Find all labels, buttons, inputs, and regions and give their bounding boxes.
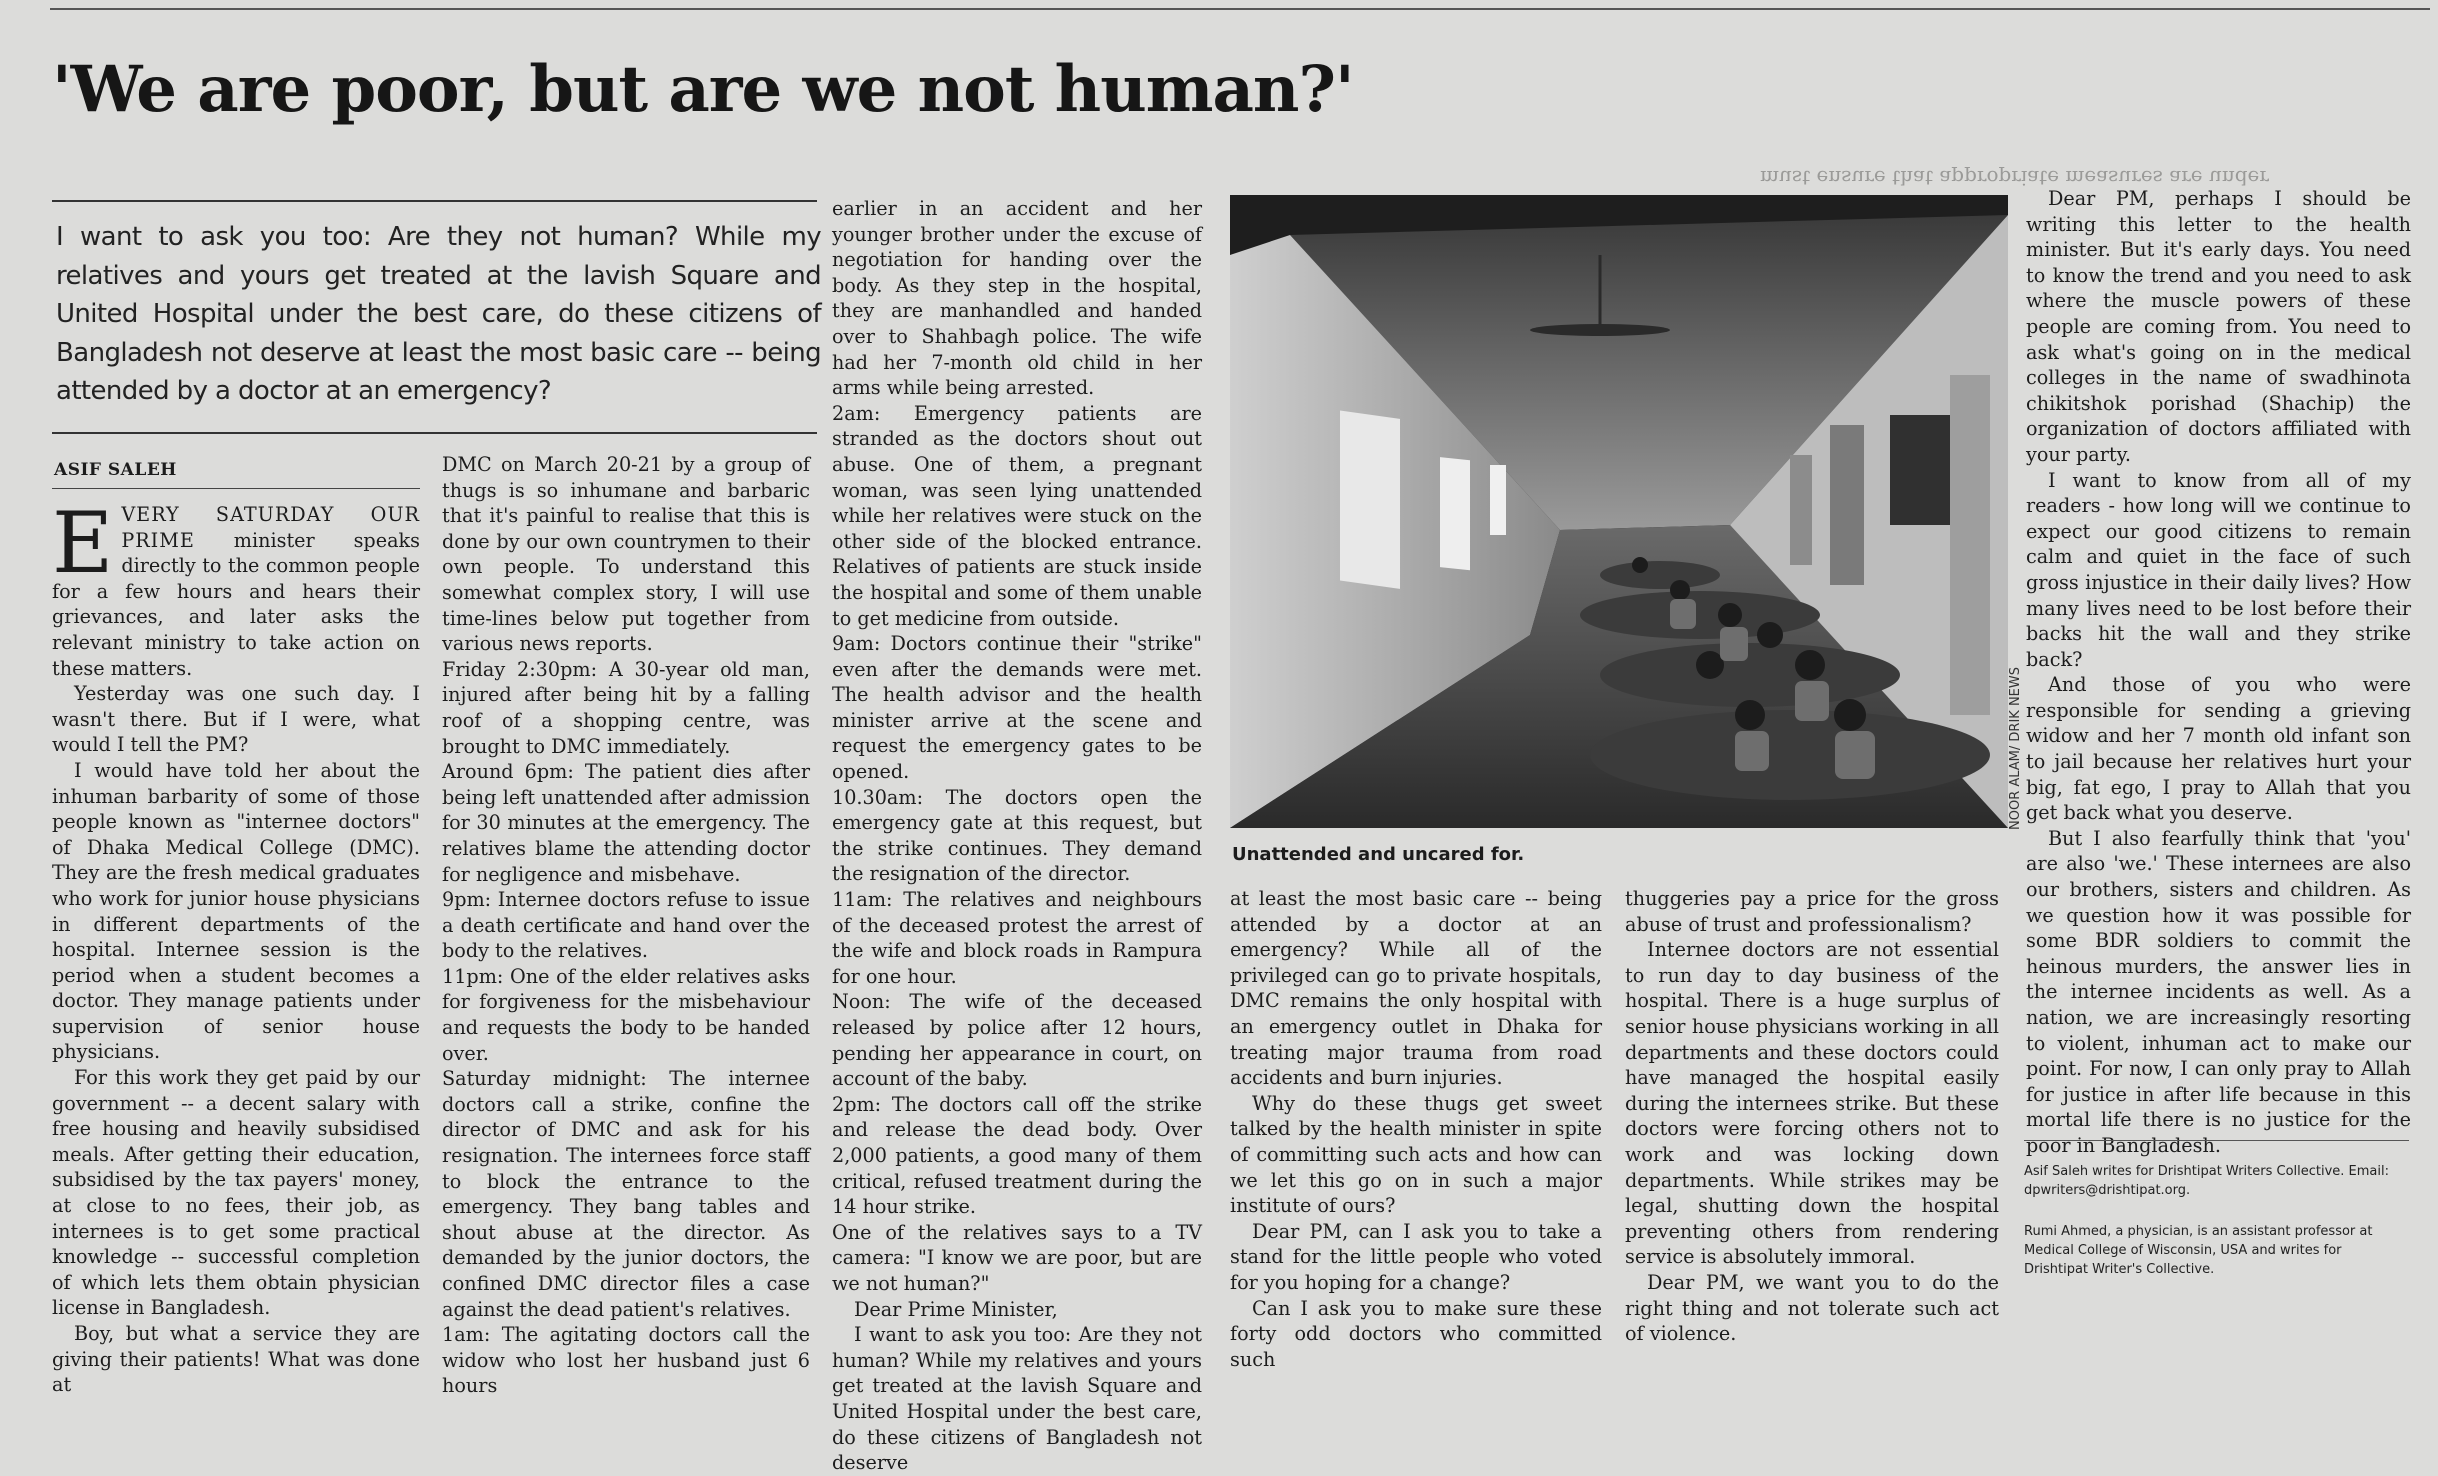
timeline-entry: 11am: The relatives and neighbours of the deceased protest the arrest of the wife and block roads in Rampura for one hour. (832, 888, 1202, 988)
paragraph: Can I ask you to make sure these forty odd doctors who committed such (1230, 1296, 1602, 1371)
timeline-entry: Friday 2:30pm: A 30-year old man, injured after being hit by a falling roof of a shopping centre, was brought to DMC immediately. (442, 657, 810, 758)
photo-caption: Unattended and uncared for. (1232, 844, 1525, 865)
timeline-entry: 11pm: One of the elder relatives asks for forgiveness for the misbehaviour and requests the body to be handed over. (442, 964, 810, 1065)
paragraph: Dear PM, can I ask you to take a stand for the little people who voted for you hoping for a change? (1230, 1219, 1602, 1294)
drop-cap: E (52, 494, 114, 592)
paragraph: I would have told her about the inhuman barbarity of some of those people known as "internee doctors" of Dhaka Medical College (DMC). They are the fresh medical graduates who work for junior house physicians in different departments of the hospital. Internee session is the period when a student becomes a doctor. They manage patients under supervision of senior house physicians. (52, 758, 420, 1064)
author-note: Asif Saleh writes for Drishtipat Writers Collective. Email: dpwriters@drishtipat.org. (2024, 1164, 2390, 1198)
timeline-entry: 10.30am: The doctors open the emergency gate at this request, but the strike continues. They demand the resignation of the director. (832, 785, 1202, 886)
quote-paragraph: One of the relatives says to a TV camera: "I know we are poor, but are we not human?" (832, 1220, 1202, 1295)
paragraph: Dear PM, perhaps I should be writing this letter to the health minister. But it's early days. You need to know the trend and you need to ask where the muscle powers of these people are coming from. You need to ask what's going on in the medical colleges in the name of swadhinota chikitshok porishad (Shachip) the organization of doctors affiliated with your party. (2026, 187, 2411, 466)
paragraph: Boy, but what a service they are giving their patients! What was done at (52, 1322, 420, 1397)
paragraph: at least the most basic care -- being attended by a doctor at an emergency? While all of the privileged can go to private hospitals, DMC remains the only hospital with an emergency outlet in Dhaka for treating major trauma from road accidents and burn injuries. (1230, 887, 1602, 1090)
paragraph: I want to know from all of my readers - how long will we continue to expect our good citizens to remain calm and quiet in the face of such gross injustice in their daily lives? How many lives need to be lost before their backs hit the wall and they strike back? (2026, 468, 2411, 671)
footnote-rule (2024, 1140, 2409, 1141)
paragraph: Internee doctors are not essential to run day to day business of the hospital. There is a huge surplus of senior house physicians working in all departments and these doctors could have managed the hospital easily during the internees strike. But these doctors were forcing others not to work and was locking down departments. While strikes may be legal, shutting down the hospital preventing others from rendering service is absolutely immoral. (1625, 938, 1999, 1269)
timeline-entry: 9am: Doctors continue their "strike" even after the demands were met. The health advisor and the health minister arrive at the scene and request the emergency gates to be opened. (832, 632, 1202, 784)
salutation: Dear Prime Minister, (854, 1297, 1058, 1321)
article-column-6 (2026, 186, 2411, 1159)
lead-text: minister speaks directly to the common people for a few hours and hears their grievances, and later asks the relevant ministry to take action on these matters. (52, 528, 420, 680)
paragraph: thuggeries pay a price for the gross abuse of trust and professionalism? (1625, 887, 1999, 936)
lead-paragraph (52, 494, 420, 681)
timeline-entry: Noon: The wife of the deceased released by police after 12 hours, pending her appearance in court, on account of the baby. (832, 990, 1202, 1091)
paragraph: But I also fearfully think that 'you' are also 'we.' These internees are also our brothers, sisters and children. As we question how it was possible for some BDR soldiers to commit the heinous murders, the answer lies in the internee incidents as well. As a nation, we are increasingly resorting to violent, inhuman act to make our point. For now, I can only pray to Allah for justice in after life because in this mortal life there is no justice for the poor in Bangladesh. (2026, 826, 2411, 1157)
deck-rule-bottom (52, 432, 817, 434)
byline: ASIF SALEH (54, 460, 177, 480)
timeline-entry: 9pm: Internee doctors refuse to issue a death certificate and hand over the body to the relatives. (442, 888, 810, 963)
paragraph: earlier in an accident and her younger brother under the excuse of negotiation for handing over the body. As they step in the hospital, they are manhandled and handed over to Shahbagh police. The wife had her 7-month old child in her arms while being arrested. (832, 197, 1202, 400)
article-column-5 (1625, 886, 1999, 1347)
photo-credit: NOOR ALAM/ DRIK NEWS (2008, 667, 2023, 830)
paragraph: Yesterday was one such day. I wasn't there. But if I were, what would I tell the PM? (52, 682, 420, 757)
timeline-entry: Around 6pm: The patient dies after being left unattended after admission for 30 minutes at the emergency. The relatives blame the attending doctor for negligence and misbehave. (442, 760, 810, 886)
deck-rule-top (52, 200, 817, 202)
paragraph: I want to ask you too: Are they not human? While my relatives and yours get treated at the lavish Square and United Hospital under the best care, do these citizens of Bangladesh not deserve (832, 1323, 1202, 1475)
hospital-corridor-photo (1230, 195, 2008, 828)
paragraph: Dear PM, we want you to do the right thing and not tolerate such act of violence. (1625, 1270, 1999, 1346)
paragraph: For this work they get paid by our government -- a decent salary with free housing and heavily subsidised meals. After getting their education, subsidised by the tax payers' money, at close to no fees, their job, as internees is to get some practical knowledge -- successful completion of which lets them obtain physician license in Bangladesh. (52, 1066, 420, 1320)
timeline-entry: 1am: The agitating doctors call the widow who lost her husband just 6 hours (442, 1323, 810, 1398)
lead-first-line: VERY SATURDAY OUR PRIME (121, 503, 420, 552)
photo-illustration (1230, 195, 2008, 828)
top-rule (50, 8, 2430, 10)
timeline-entry: 2pm: The doctors call off the strike and release the dead body. Over 2,000 patients, a good many of them critical, refused treatment during the 14 hour strike. (832, 1092, 1202, 1219)
contributor-note: Rumi Ahmed, a physician, is an assistant professor at Medical College of Wisconsin, USA and writes for Drishtipat Writer's Collective. (2024, 1224, 2373, 1277)
bleed-through-text: must ensure that appropriate measures are under (1760, 166, 2269, 190)
article-column-4 (1230, 886, 1602, 1372)
paragraph: Why do these thugs get sweet talked by the health minister in spite of committing such acts and how can we let this go on in such a major institute of ours? (1230, 1091, 1602, 1218)
headline: 'We are poor, but are we not human?' (52, 52, 1354, 127)
timeline-entry: 2am: Emergency patients are stranded as the doctors shout out abuse. One of them, a pregnant woman, was seen lying unattended while her relatives were stuck on the other side of the blocked entrance. Relatives of patients are stuck inside the hospital and some of them unable to get medicine from outside. (832, 401, 1202, 630)
article-column-1 (52, 494, 420, 1398)
article-column-3 (832, 196, 1202, 1476)
paragraph: And those of you who were responsible for sending a grieving widow and her 7 month old infant son to jail because her relatives hurt your big, fat ego, I pray to Allah that you get back what you deserve. (2026, 673, 2411, 825)
byline-rule (52, 488, 420, 489)
paragraph: DMC on March 20-21 by a group of thugs is so inhumane and barbaric that it's painful to realise that this is done by our own countrymen to their own people. To understand this somewhat complex story, I will use time-lines below put together from various news reports. (442, 453, 810, 656)
article-column-2 (442, 452, 810, 1399)
deck-text: I want to ask you too: Are they not human? While my relatives and yours get treated at the lavish Square and United Hospital under the best care, do these citizens of Bangladesh not deserve at least the most basic care -- being attended by a doctor at an emergency? (56, 222, 821, 406)
timeline-entry: Saturday midnight: The internee doctors call a strike, confine the director of DMC and ask for his resignation. The internees force staff to block the entrance to the emergency. They bang tables and shout abuse at the director. As demanded by the junior doctors, the confined DMC director files a case against the dead patient's relatives. (442, 1067, 810, 1321)
